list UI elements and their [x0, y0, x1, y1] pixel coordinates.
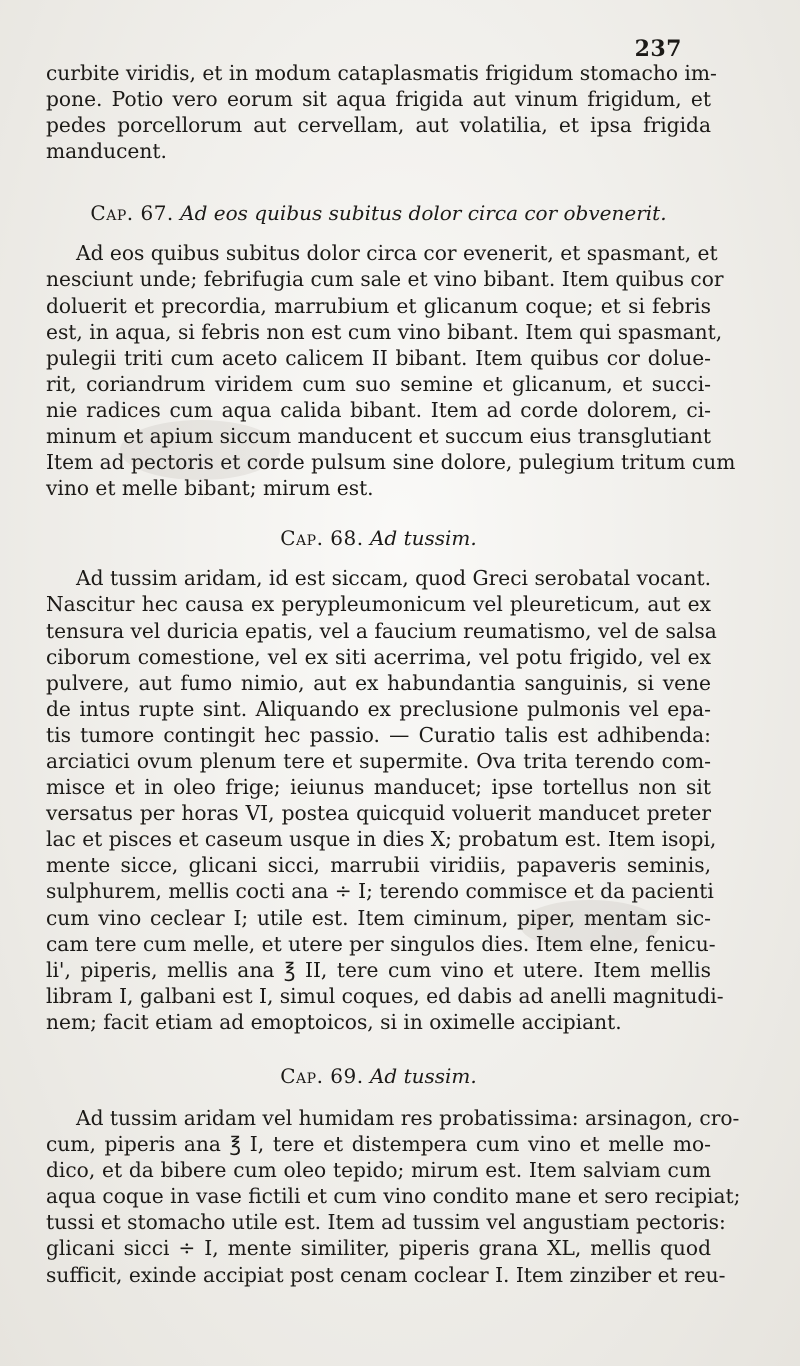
text-column	[46, 60, 741, 1288]
text-line: pulvere, aut fumo nimio, aut ex habundantia sanguinis, si vene	[46, 670, 711, 695]
paragraph-chapter-67	[46, 240, 736, 501]
text-line: cam tere cum melle, et utere per singulos dies. Item elne, fenicu-	[46, 931, 716, 956]
text-line: de intus rupte sint. Aliquando ex preclusione pulmonis vel epa-	[46, 696, 711, 721]
text-line: Ad eos quibus subitus dolor circa cor evenerit, et spasmant, et	[76, 241, 718, 266]
text-line: libram I, galbani est I, simul coques, ed dabis ad anelli magnitudi-	[46, 983, 724, 1008]
text-line: versatus per horas VI, postea quicquid voluerit manducet preter	[46, 801, 711, 826]
text-line: sulphurem, mellis cocti ana ÷ I; terendo commisce et da pacienti	[46, 879, 714, 904]
text-line: doluerit et precordia, marrubium et glicanum coque; et si febris	[46, 293, 711, 318]
text-line: nesciunt unde; febrifugia cum sale et vino bibant. Item quibus cor	[46, 267, 724, 292]
chapter-number: Cap. 69.	[280, 1064, 364, 1088]
page-number: 237	[634, 36, 682, 62]
chapter-number: Cap. 67.	[90, 201, 174, 226]
text-line: dico, et da bibere cum oleo tepido; mirum est. Item salviam cum	[46, 1158, 711, 1183]
text-line: pedes porcellorum aut cervellam, aut volatilia, et ipsa frigida	[46, 113, 711, 138]
text-line: manducent.	[46, 139, 167, 164]
text-line: sufficit, exinde accipiat post cenam coclear I. Item zinziber et reu-	[46, 1262, 726, 1287]
text-line: misce et in oleo frige; ieiunus manducet; ipse tortellus non sit	[46, 775, 711, 800]
chapter-heading-67	[46, 200, 711, 226]
paragraph-chapter-69	[46, 1105, 741, 1288]
text-line: nem; facit etiam ad emoptoicos, si in oximelle accipiant.	[46, 1009, 622, 1034]
text-line: tussi et stomacho utile est. Item ad tussim vel angustiam pectoris:	[46, 1210, 726, 1235]
text-line: tensura vel duricia epatis, vel a faucium reumatismo, vel de salsa	[46, 618, 717, 643]
chapter-heading-68	[46, 525, 711, 551]
text-line: cum, piperis ana ℥ I, tere et distempera cum vino et melle mo-	[46, 1132, 711, 1157]
text-line: pulegii triti cum aceto calicem II bibant. Item quibus cor dolue-	[46, 345, 711, 370]
text-line: minum et apium siccum manducent et succum eius transglutiant	[46, 424, 711, 449]
text-line: aqua coque in vase fictili et cum vino condito mane et sero recipiat;	[46, 1184, 741, 1209]
text-line: rit, coriandrum viridem cum suo semine et glicanum, et succi-	[46, 371, 711, 396]
text-line: curbite viridis, et in modum cataplasmatis frigidum stomacho im-	[46, 61, 717, 85]
chapter-title: Ad tussim.	[369, 1064, 477, 1088]
text-line: Nascitur hec causa ex perypleumonicum vel pleureticum, aut ex	[46, 592, 711, 617]
chapter-heading-69	[46, 1063, 711, 1089]
text-line: li', piperis, mellis ana ℥ II, tere cum vino et utere. Item mellis	[46, 957, 711, 982]
paragraph-chapter-68	[46, 565, 724, 1035]
text-line: vino et melle bibant; mirum est.	[46, 476, 374, 501]
text-line: tis tumore contingit hec passio. — Curatio talis est adhibenda:	[46, 722, 711, 747]
text-line: pone. Potio vero eorum sit aqua frigida aut vinum frigidum, et	[46, 87, 711, 112]
chapter-title: Ad eos quibus subitus dolor circa cor obvenerit.	[180, 201, 667, 226]
text-line: cum vino ceclear I; utile est. Item ciminum, piper, mentam sic-	[46, 905, 711, 930]
chapter-number: Cap. 68.	[280, 526, 364, 551]
text-line: mente sicce, glicani sicci, marrubii viridiis, papaveris seminis,	[46, 853, 711, 878]
text-line: Item ad pectoris et corde pulsum sine dolore, pulegium tritum cum	[46, 450, 736, 475]
text-line: lac et pisces et caseum usque in dies X; probatum est. Item isopi,	[46, 827, 717, 852]
text-line: arciatici ovum plenum tere et supermite. Ova trita terendo com-	[46, 748, 711, 773]
chapter-title: Ad tussim.	[369, 526, 477, 551]
text-line: est, in aqua, si febris non est cum vino bibant. Item qui spasmant,	[46, 319, 723, 344]
text-line: Ad tussim aridam, id est siccam, quod Greci serobatal vocant.	[76, 566, 711, 591]
text-line: Ad tussim aridam vel humidam res probatissima: arsinagon, cro-	[76, 1106, 740, 1130]
text-line: glicani sicci ÷ I, mente similiter, piperis grana XL, mellis quod	[46, 1236, 711, 1261]
text-line: nie radices cum aqua calida bibant. Item ad corde dolorem, ci-	[46, 397, 711, 422]
paragraph-continuation	[46, 60, 717, 164]
text-line: ciborum comestione, vel ex siti acerrima, vel potu frigido, vel ex	[46, 644, 711, 669]
